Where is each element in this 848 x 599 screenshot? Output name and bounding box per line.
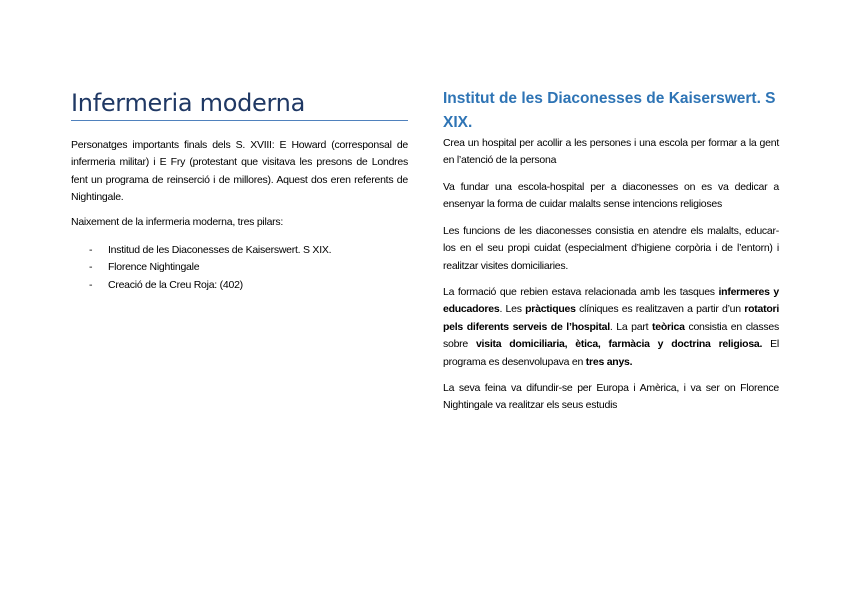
section-title-infermeria-moderna: Infermeria moderna: [71, 86, 408, 121]
paragraph-formacio: [443, 284, 779, 371]
text-run: consistia en classes sobre: [443, 320, 779, 351]
three-pillars-list: [71, 242, 408, 294]
list-item-text: Florence Nightingale: [108, 261, 200, 274]
bold-run: tres anys.: [585, 355, 633, 368]
list-dash: -: [89, 261, 93, 274]
text-run: . La part: [609, 320, 653, 333]
text-run: La formació que rebien estava relacionada amb les tasques: [443, 286, 719, 298]
paragraph-crea-hospital: Crea un hospital per acollir a les persones i una escola per formar a la gent en l’atenció de la persona: [443, 137, 779, 167]
list-item: [71, 259, 408, 276]
list-item-text: Creació de la Creu Roja: (402): [108, 278, 243, 291]
list-item: [71, 242, 408, 259]
bold-run: pràctiques: [525, 303, 576, 316]
paragraph-naixement: Naixement de la infermeria moderna, tres pilars:: [71, 216, 284, 228]
list-dash: -: [89, 278, 93, 291]
text-run: clíniques es realitzaven a partir d’un: [575, 303, 745, 316]
paragraph-difusio: La seva feina va difundir-se per Europa i Amèrica, i va ser on Florence Nightingale va realitzar els seus estudis: [443, 382, 779, 412]
list-item: [71, 277, 408, 294]
paragraph-escola-hospital: Va fundar una escola-hospital per a diaconesses on es va dedicar a ensenyar la forma de cuidar malalts sense intencions religioses: [443, 181, 779, 211]
bold-run: visita domiciliaria, ètica, farmàcia y doctrina religiosa.: [475, 338, 763, 351]
paragraph-personatges: Personatges importants finals dels S. XVIII: E Howard (corresponsal de infermeria militar) i E Fry (protestant que visitava les presons de Londres fent un programa de reinserció i de millores). Aquest dos eren referents de Nightingale.: [71, 139, 408, 204]
paragraph-funcions: Les funcions de les diaconesses consistia en atendre els malalts, educar-los en el seu propi cuidat (especialment d’higiene corpòria i de l’entorn) i realitzar visites domiciliaries.: [443, 225, 779, 272]
bold-run: infermeres y educadores: [443, 286, 779, 316]
bold-run: teòrica: [652, 320, 685, 333]
text-run: El programa es desenvolupava en: [443, 338, 779, 368]
list-dash: -: [89, 244, 93, 256]
bold-run: rotatori pels diferents serveis de l’hospital: [443, 303, 780, 333]
text-run: . Les: [499, 303, 526, 316]
section-title-institut-diaconesses: Institut de les Diaconesses de Kaiserswert. S XIX.: [443, 90, 776, 131]
list-item-text: Institud de les Diaconesses de Kaiserswert. S XIX.: [108, 244, 332, 256]
